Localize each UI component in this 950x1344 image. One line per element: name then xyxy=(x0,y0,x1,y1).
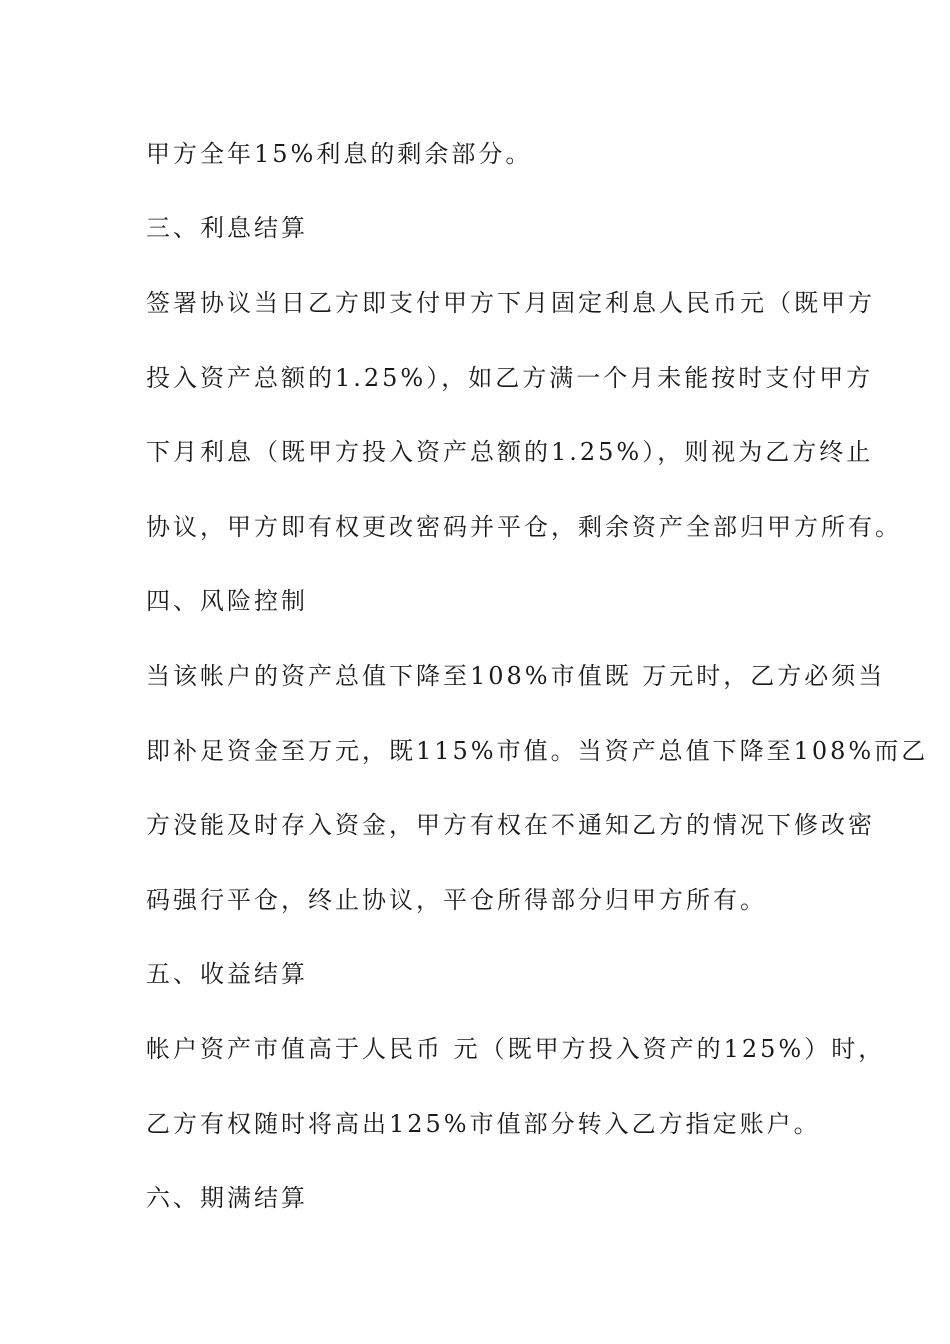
section-heading-interest-settlement: 三、利息结算 xyxy=(146,214,308,242)
paragraph-line: 协议，甲方即有权更改密码并平仓，剩余资产全部归甲方所有。 xyxy=(146,513,902,541)
paragraph-line: 甲方全年15%利息的剩余部分。 xyxy=(146,140,533,168)
paragraph-line: 即补足资金至万元，既115%市值。当资产总值下降至108%而乙 xyxy=(146,737,929,765)
paragraph-line: 投入资产总额的1.25%），如乙方满一个月未能按时支付甲方 xyxy=(146,364,874,392)
paragraph-line: 码强行平仓，终止协议，平仓所得部分归甲方所有。 xyxy=(146,886,767,914)
paragraph-line: 帐户资产市值高于人民币 元（既甲方投入资产的125%）时， xyxy=(146,1035,886,1063)
paragraph-line: 乙方有权随时将高出125%市值部分转入乙方指定账户。 xyxy=(146,1110,821,1138)
section-heading-risk-control: 四、风险控制 xyxy=(146,587,308,615)
paragraph-line: 方没能及时存入资金，甲方有权在不通知乙方的情况下修改密 xyxy=(146,811,875,839)
paragraph-line: 签署协议当日乙方即支付甲方下月固定利息人民币元（既甲方 xyxy=(146,289,875,317)
paragraph-line: 当该帐户的资产总值下降至108%市值既 万元时，乙方必须当 xyxy=(146,662,886,690)
section-heading-profit-settlement: 五、收益结算 xyxy=(146,960,308,988)
paragraph-line: 下月利息（既甲方投入资产总额的1.25%），则视为乙方终止 xyxy=(146,438,874,466)
section-heading-maturity-settlement: 六、期满结算 xyxy=(146,1184,308,1212)
